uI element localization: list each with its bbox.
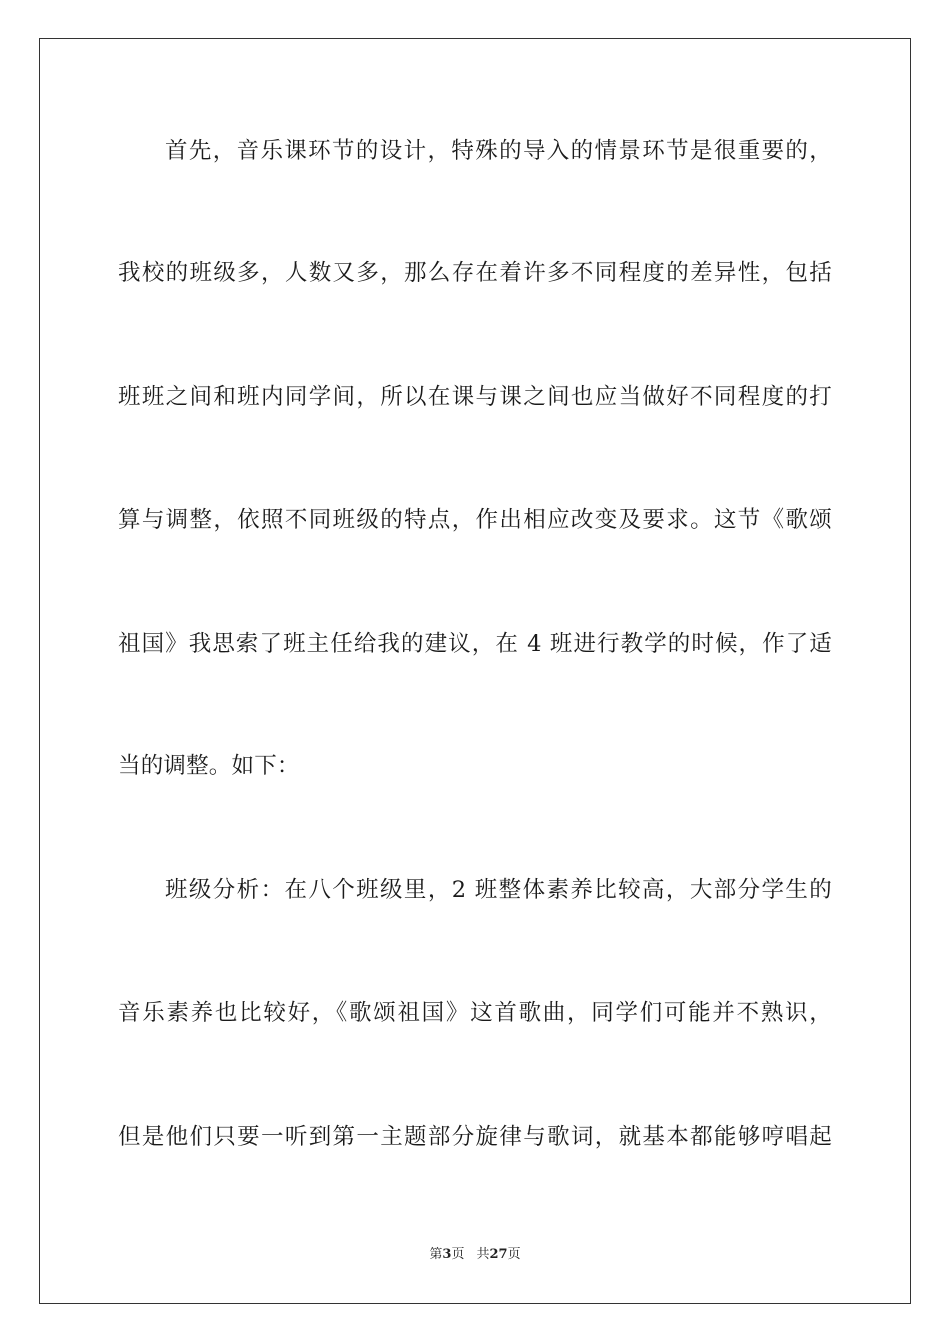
paragraph-line-4: 算与调整，依照不同班级的特点，作出相应改变及要求。这节《歌颂 bbox=[118, 507, 832, 533]
footer-total-prefix: 共 bbox=[476, 1247, 490, 1262]
footer-total-number: 27 bbox=[489, 1247, 508, 1262]
paragraph-line-1: 首先，音乐课环节的设计，特殊的导入的情景环节是很重要的， bbox=[165, 138, 832, 164]
paragraph-line-2: 我校的班级多，人数又多，那么存在着许多不同程度的差异性，包括 bbox=[118, 260, 832, 286]
paragraph-line-6: 当的调整。如下： bbox=[118, 753, 300, 779]
paragraph-line-7: 班级分析：在八个班级里，2 班整体素养比较高，大部分学生的 bbox=[165, 877, 832, 903]
footer-page-prefix: 第 bbox=[429, 1247, 443, 1262]
paragraph-line-9: 但是他们只要一听到第一主题部分旋律与歌词，就基本都能够哼唱起 bbox=[118, 1124, 832, 1150]
paragraph-line-8: 音乐素养也比较好，《歌颂祖国》这首歌曲，同学们可能并不熟识， bbox=[118, 1000, 832, 1026]
footer-page-number: 3 bbox=[442, 1247, 452, 1262]
page-footer bbox=[0, 1246, 950, 1264]
paragraph-line-3: 班班之间和班内同学间，所以在课与课之间也应当做好不同程度的打 bbox=[118, 384, 832, 410]
page-border bbox=[39, 38, 911, 1304]
footer-total-suffix: 页 bbox=[507, 1247, 521, 1262]
paragraph-line-5: 祖国》我思索了班主任给我的建议，在 4 班进行教学的时候，作了适 bbox=[118, 631, 832, 657]
footer-page-suffix: 页 bbox=[451, 1247, 465, 1262]
